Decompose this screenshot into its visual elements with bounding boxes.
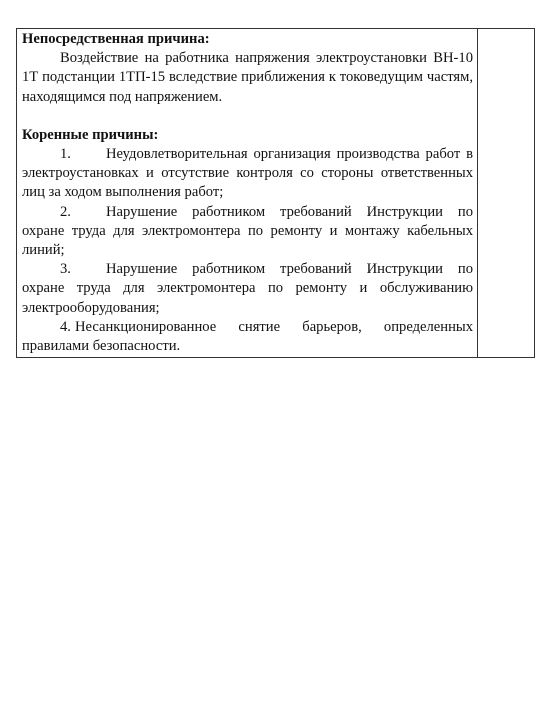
immediate-cause-heading: Непосредственная причина:	[22, 31, 210, 47]
causes-main-cell	[17, 29, 478, 358]
root-cause-text-4: Несанкционированное снятие барьеров, определенных правилами безопасности.	[22, 318, 473, 355]
root-cause-item-3	[22, 260, 473, 318]
root-cause-number-2: 2.	[60, 203, 71, 220]
root-cause-number-4: 4.	[60, 318, 71, 335]
immediate-cause-text: Воздействие на работника напряжения электроустановки ВН-10 1Т подстанции 1ТП-15 вследствие приближения к токоведущим частям, находящимся под напряжением.	[22, 50, 473, 105]
empty-side-cell	[478, 29, 535, 358]
causes-content	[17, 29, 477, 356]
root-cause-text-1: Неудовлетворительная организация производства работ в электроустановках и отсутствие контроля со стороны ответственных лиц за ходом выполнения работ;	[22, 146, 473, 201]
causes-row	[17, 29, 535, 358]
root-cause-number-3: 3.	[60, 261, 71, 278]
root-cause-text-3: Нарушение работником требований Инструкции по охране труда для электромонтера по ремонту и обслуживанию электрооборудования;	[22, 261, 473, 316]
root-cause-item-4	[22, 318, 473, 356]
root-causes-heading: Коренные причины:	[22, 126, 159, 143]
root-cause-number-1: 1.	[60, 146, 71, 163]
root-cause-item-1	[22, 145, 473, 203]
section-spacer	[22, 107, 473, 126]
root-cause-text-2: Нарушение работником требований Инструкции по охране труда для электромонтера по ремонту и монтажу кабельных линий;	[22, 203, 473, 259]
causes-table	[16, 28, 535, 358]
root-cause-item-2	[22, 203, 473, 261]
